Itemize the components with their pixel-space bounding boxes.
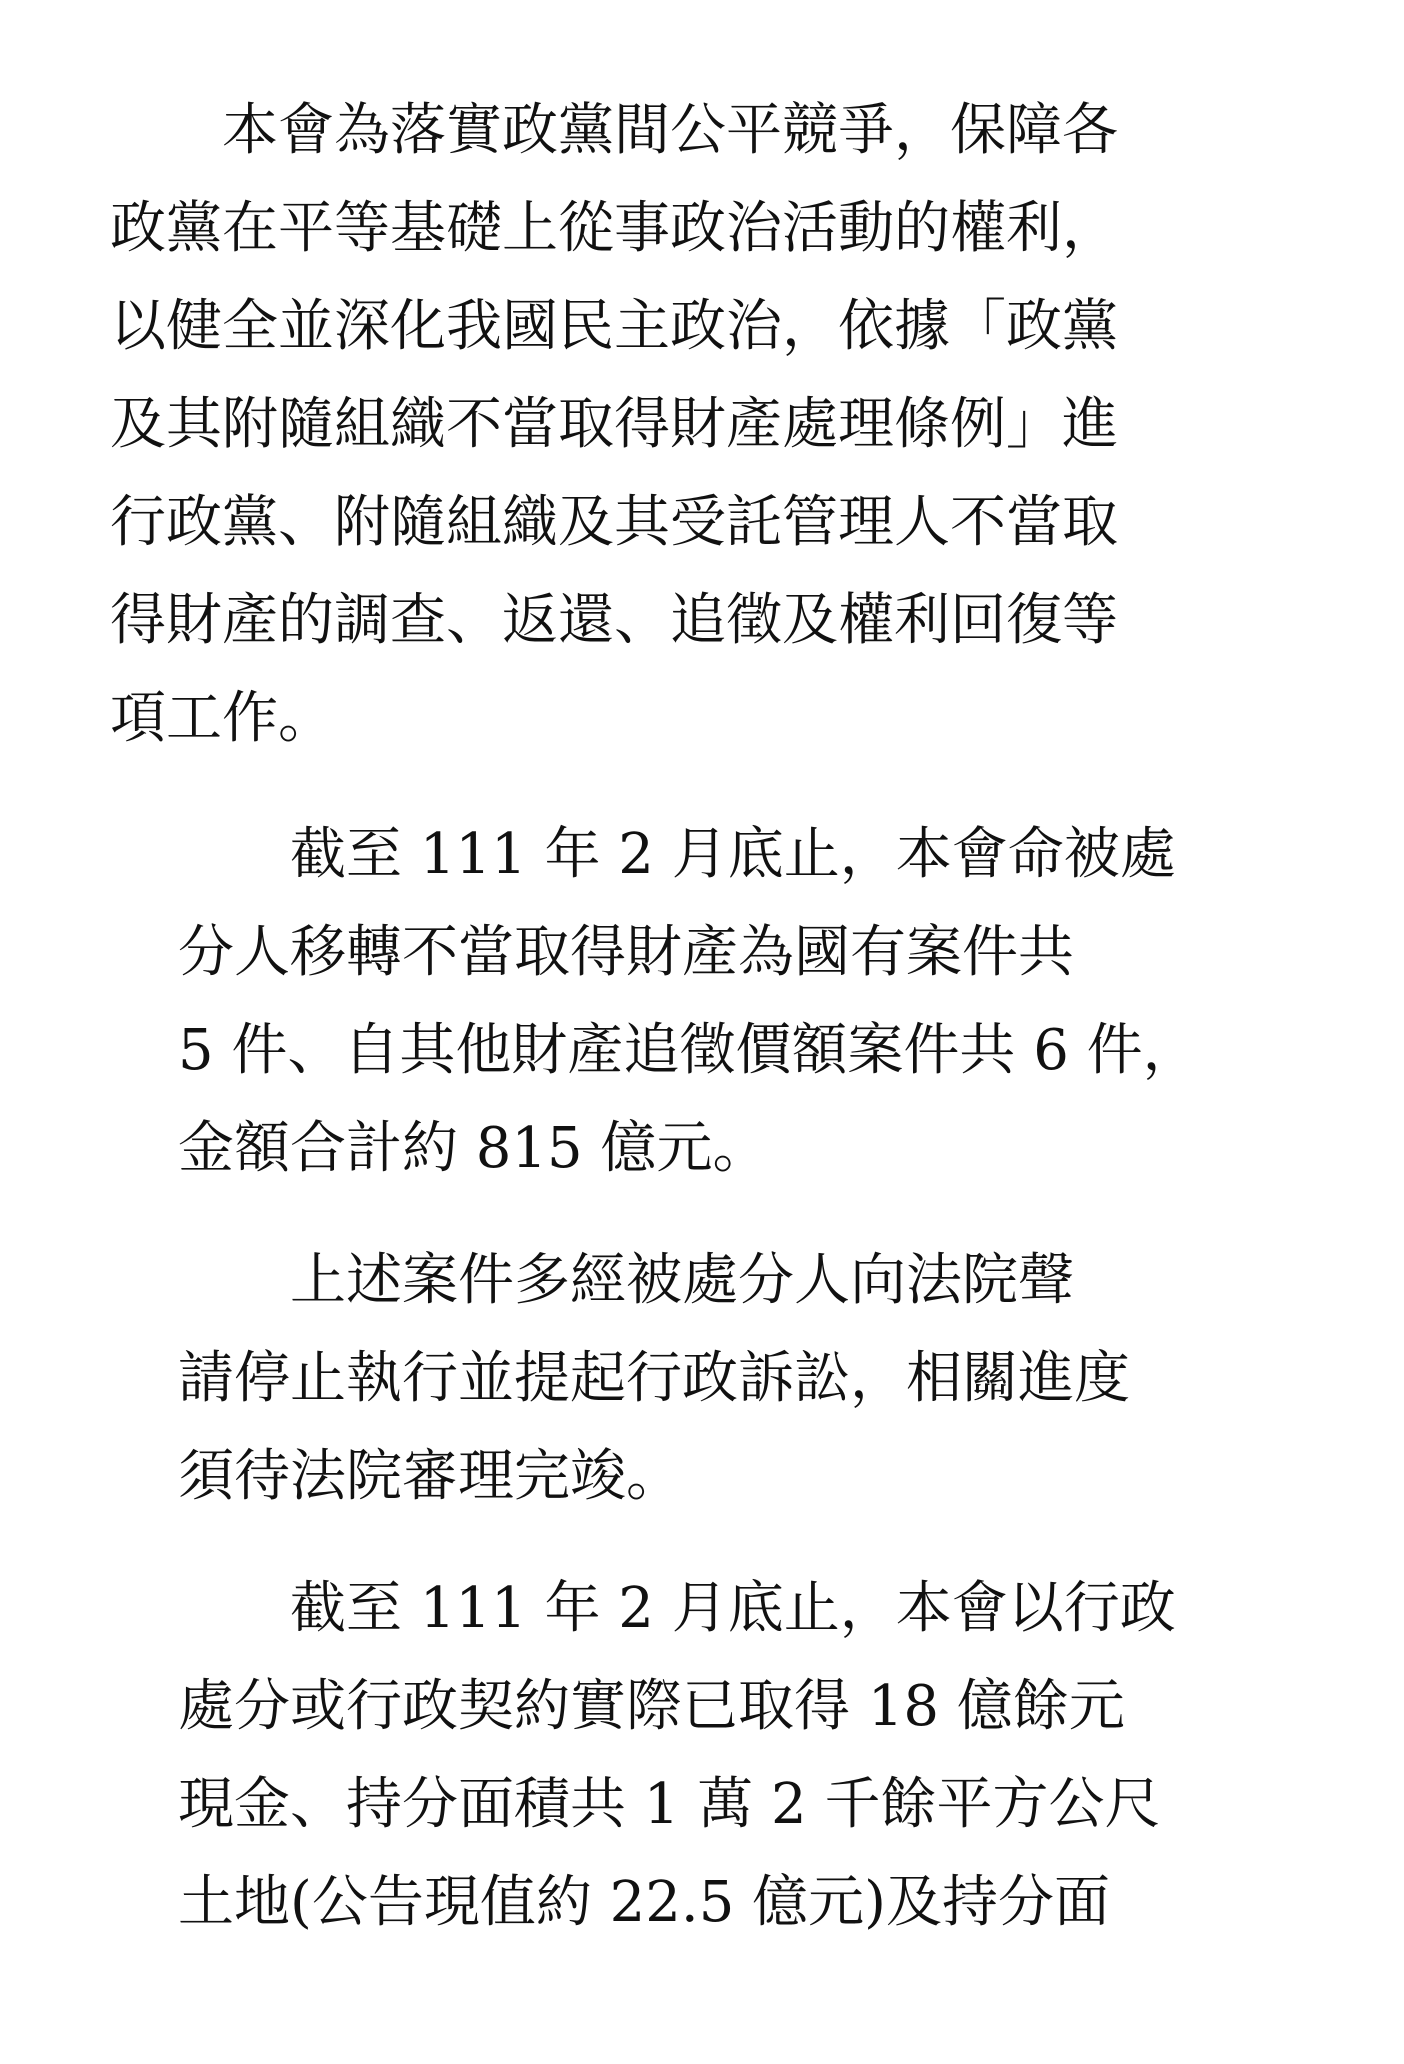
text-line: 項工作。 [110, 686, 334, 751]
text-line: 以健全並深化我國民主政治，依據「政黨 [110, 294, 1118, 359]
text-line: 行政黨、附隨組織及其受託管理人不當取 [110, 490, 1118, 555]
text-line: 及其附隨組織不當取得財產處理條例」進 [110, 392, 1118, 457]
text-line: 金額合計約 815 億元。 [178, 1116, 769, 1181]
paragraph-cases-total [178, 806, 1270, 1198]
paragraph-litigation [178, 1232, 1270, 1526]
text-line: 5 件、自其他財產追徵價額案件共 6 件， [178, 1018, 1199, 1083]
paragraph-mission [110, 82, 1270, 768]
text-line: 分人移轉不當取得財產為國有案件共 [178, 920, 1074, 985]
text-line: 請停止執行並提起行政訴訟，相關進度 [178, 1346, 1130, 1411]
text-line: 現金、持分面積共 1 萬 2 千餘平方公尺 [178, 1772, 1161, 1837]
text-line: 政黨在平等基礎上從事政治活動的權利， [110, 196, 1118, 261]
text-line: 處分或行政契約實際已取得 18 億餘元 [178, 1674, 1125, 1739]
text-line: 截至 111 年 2 月底止，本會命被處 [178, 822, 1176, 887]
text-line: 截至 111 年 2 月底止，本會以行政 [178, 1576, 1176, 1641]
paragraph-assets-acquired [178, 1560, 1270, 1952]
text-line: 土地(公告現值約 22.5 億元)及持分面 [178, 1870, 1110, 1935]
text-line: 須待法院審理完竣。 [178, 1444, 682, 1509]
text-line: 上述案件多經被處分人向法院聲 [178, 1248, 1074, 1313]
text-line: 本會為落實政黨間公平競爭，保障各 [110, 98, 1118, 163]
text-line: 得財產的調查、返還、追徵及權利回復等 [110, 588, 1118, 653]
